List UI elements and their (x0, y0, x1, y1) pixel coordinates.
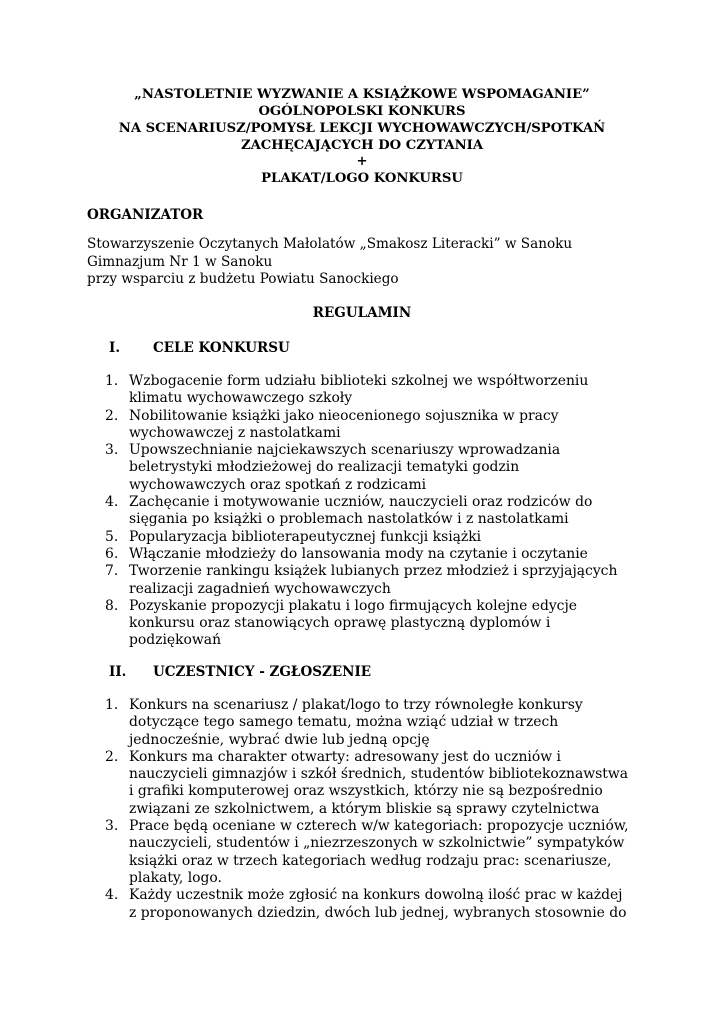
item-line: Konkurs na scenariusz / plakat/logo to trzy równoległe konkursy (129, 697, 583, 713)
item-line: beletrystyki młodzieżowej do realizacji tematyki godzin (129, 459, 520, 476)
regulamin-heading: REGULAMIN (312, 305, 412, 321)
section-number: II. (109, 664, 127, 680)
organizer-line: Stowarzyszenie Oczytanych Małolatów „Smakosz Literacki” w Sanoku (87, 236, 573, 252)
section-1-list (0, 373, 649, 650)
list-item (0, 749, 649, 818)
item-line: sięgania po książki o problemach nastolatków i z nastolatkami (129, 511, 569, 528)
item-number: 3. (105, 818, 119, 835)
organizer-line: Gimnazjum Nr 1 w Sanoku (87, 253, 273, 270)
item-line: i grafiki komputerowej oraz wszystkich, którzy nie są bezpośrednio (129, 783, 603, 800)
item-line: Popularyzacja biblioterapeutycznej funkcji książki (129, 528, 482, 545)
title-line: PLAKAT/LOGO KONKURSU (261, 171, 463, 186)
item-number: 8. (105, 597, 119, 614)
section-title: UCZESTNICY - ZGŁOSZENIE (153, 664, 372, 680)
organizer-details (87, 236, 572, 289)
list-item (0, 442, 649, 494)
item-line: wychowawczej z nastolatkami (129, 424, 341, 441)
item-line: Każdy uczestnik może zgłosić na konkurs dowolną ilość prac w każdej (129, 887, 623, 904)
list-item (0, 598, 649, 650)
document-title (60, 86, 664, 187)
title-line: „NASTOLETNIE WYZWANIE A KSIĄŻKOWE WSPOMAGANIE” (134, 87, 590, 102)
item-number: 1. (105, 373, 119, 389)
title-line: OGÓLNOPOLSKI KONKURS (258, 104, 466, 119)
list-item (0, 818, 649, 887)
item-number: 4. (105, 887, 119, 904)
item-line: Zachęcanie i motywowanie uczniów, nauczycieli oraz rodziców do (129, 494, 593, 511)
item-line: dotyczące tego samego tematu, można wziąć udział w trzech (129, 714, 559, 731)
section-1-heading (109, 340, 290, 356)
list-item (0, 529, 649, 546)
list-item (0, 546, 649, 563)
organizer-heading: ORGANIZATOR (87, 207, 204, 223)
item-line: plakaty, logo. (129, 869, 222, 886)
list-item (0, 563, 649, 598)
item-line: związani ze szkolnictwem, a którym bliskie są sprawy czytelnictwa (129, 800, 600, 817)
item-line: Konkurs ma charakter otwarty: adresowany jest do uczniów i (129, 748, 561, 765)
item-line: Pozyskanie propozycji plakatu i logo firmujących kolejne edycje (129, 597, 577, 614)
item-number: 2. (105, 748, 119, 765)
list-item (0, 373, 649, 408)
section-2-list (0, 697, 649, 922)
list-item (0, 887, 649, 922)
section-title: CELE KONKURSU (153, 340, 290, 356)
section-2-heading (109, 664, 371, 680)
item-number: 3. (105, 442, 119, 459)
item-number: 2. (105, 407, 119, 424)
organizer-line: przy wsparciu z budżetu Powiatu Sanockiego (87, 271, 399, 287)
item-number: 4. (105, 494, 119, 511)
title-line: + (356, 154, 368, 169)
item-line: Włączanie młodzieży do lansowania mody na czytanie i oczytanie (129, 545, 588, 562)
list-item (0, 697, 649, 749)
item-number: 5. (105, 528, 119, 545)
item-line: wychowawczych oraz spotkań z rodzicami (129, 476, 427, 493)
title-line: ZACHĘCAJĄCYCH DO CZYTANIA (240, 138, 484, 153)
item-number: 6. (105, 545, 119, 562)
item-line: Nobilitowanie książki jako nieocenionego sojusznika w pracy (129, 407, 559, 424)
item-line: Tworzenie rankingu książek lubianych przez młodzież i sprzyjających (129, 563, 618, 580)
item-line: Prace będą oceniane w czterech w/w kategoriach: propozycje uczniów, (129, 818, 629, 835)
item-line: nauczycieli, studentów i „niezrzeszonych w szkolnictwie” sympatyków (129, 835, 625, 852)
item-line: z proponowanych dziedzin, dwóch lub jednej, wybranych stosownie do (129, 904, 627, 921)
item-line: realizacji zagadnień wychowawczych (129, 580, 391, 597)
title-line: NA SCENARIUSZ/POMYSŁ LEKCJI WYCHOWAWCZYCH/SPOTKAŃ (118, 121, 606, 136)
item-line: jednocześnie, wybrać dwie lub jedną opcję (129, 731, 430, 748)
item-line: Wzbogacenie form udziału biblioteki szkolnej we współtworzeniu (129, 373, 589, 389)
item-line: Upowszechnianie najciekawszych scenariuszy wprowadzania (129, 442, 561, 459)
item-number: 1. (105, 697, 119, 713)
section-number: I. (109, 340, 121, 356)
item-line: klimatu wychowawczego szkoły (129, 390, 353, 407)
item-line: książki oraz w trzech kategoriach według rodzaju prac: scenariusze, (129, 852, 612, 869)
list-item (0, 494, 649, 529)
item-line: konkursu oraz stanowiących oprawę plastyczną dyplomów i (129, 615, 551, 632)
item-number: 7. (105, 563, 119, 580)
item-line: nauczycieli gimnazjów i szkół średnich, studentów bibliotekoznawstwa (129, 766, 629, 783)
item-line: podziękowań (129, 632, 222, 649)
list-item (0, 408, 649, 443)
